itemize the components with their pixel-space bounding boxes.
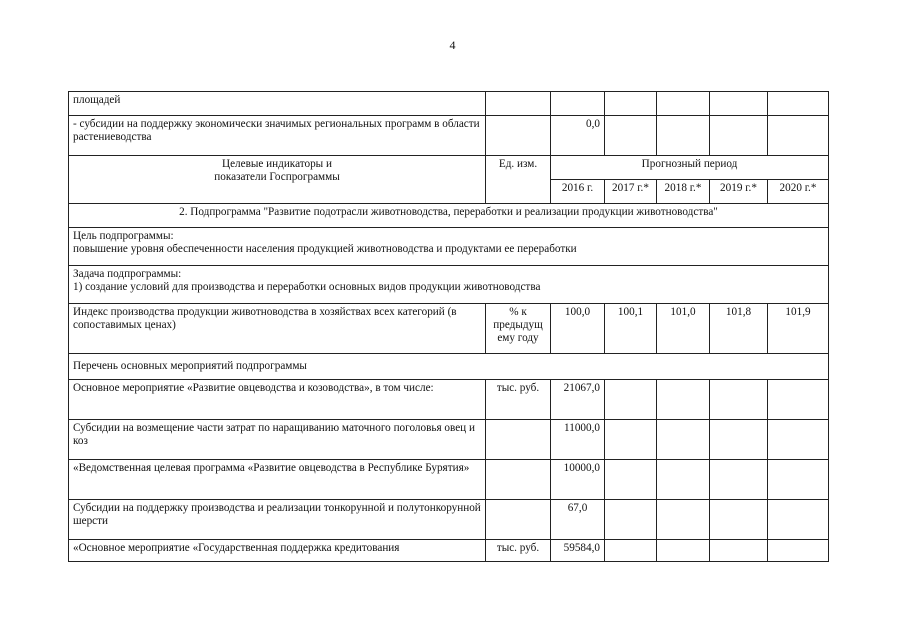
table-row bbox=[69, 380, 829, 420]
index-value-2017: 100,1 bbox=[605, 304, 657, 354]
measure-unit: тыс. руб. bbox=[486, 540, 551, 562]
table-row bbox=[69, 204, 829, 228]
index-label: Индекс производства продукции животноводства в хозяйствах всех категорий (в сопоставимых ценах) bbox=[69, 304, 486, 354]
row-label: - субсидии на поддержку экономически значимых региональных программ в области растениеводства bbox=[69, 116, 486, 156]
measure-label: «Основное мероприятие «Государственная поддержка кредитования bbox=[69, 540, 486, 562]
table-row bbox=[69, 540, 829, 562]
table-row bbox=[69, 304, 829, 354]
subprogram-title: 2. Подпрограмма "Развитие подотрасли животноводства, переработки и реализации продукции животноводства" bbox=[69, 204, 829, 228]
table-row bbox=[69, 460, 829, 500]
header-forecast: Прогнозный период bbox=[551, 156, 829, 180]
task-cell bbox=[69, 266, 829, 304]
index-value-2018: 101,0 bbox=[657, 304, 710, 354]
table-row bbox=[69, 228, 829, 266]
header-year: 2017 г.* bbox=[605, 180, 657, 204]
table-row bbox=[69, 354, 829, 380]
measure-unit: тыс. руб. bbox=[486, 380, 551, 420]
header-year: 2020 г.* bbox=[768, 180, 829, 204]
table-row bbox=[69, 92, 829, 116]
task-text: 1) создание условий для производства и переработки основных видов продукции животноводства bbox=[73, 281, 541, 293]
measure-unit bbox=[486, 500, 551, 540]
header-year: 2018 г.* bbox=[657, 180, 710, 204]
goal-text: повышение уровня обеспеченности населения продукцией животноводства и продуктами ее переработки bbox=[73, 243, 577, 255]
measures-list-title: Перечень основных мероприятий подпрограммы bbox=[69, 354, 829, 380]
table-row bbox=[69, 266, 829, 304]
goal-cell bbox=[69, 228, 829, 266]
table-row bbox=[69, 116, 829, 156]
table-header-row bbox=[69, 156, 829, 180]
measure-label: Субсидии на поддержку производства и реализации тонкорунной и полутонкорунной шерсти bbox=[69, 500, 486, 540]
table-row bbox=[69, 500, 829, 540]
goal-title: Цель подпрограммы: bbox=[73, 230, 174, 242]
measure-label: Субсидии на возмещение части затрат по наращиванию маточного поголовья овец и коз bbox=[69, 420, 486, 460]
measure-value-2016: 10000,0 bbox=[551, 460, 605, 500]
measure-label: Основное мероприятие «Развитие овцеводства и козоводства», в том числе: bbox=[69, 380, 486, 420]
measure-unit bbox=[486, 420, 551, 460]
header-indicators: Целевые индикаторы и показатели Госпрограммы bbox=[69, 156, 486, 204]
measure-label: «Ведомственная целевая программа «Развитие овцеводства в Республике Бурятия» bbox=[69, 460, 486, 500]
index-value-2016: 100,0 bbox=[551, 304, 605, 354]
header-unit: Ед. изм. bbox=[486, 156, 551, 204]
index-unit: % к предыдущ ему году bbox=[486, 304, 551, 354]
measure-value-2016: 21067,0 bbox=[551, 380, 605, 420]
table-row bbox=[69, 420, 829, 460]
index-value-2019: 101,8 bbox=[710, 304, 768, 354]
index-value-2020: 101,9 bbox=[768, 304, 829, 354]
measure-value-2016: 59584,0 bbox=[551, 540, 605, 562]
indicators-table bbox=[68, 91, 829, 562]
task-title: Задача подпрограммы: bbox=[73, 268, 182, 280]
page-number: 4 bbox=[449, 38, 456, 52]
value-2016: 0,0 bbox=[551, 116, 605, 156]
header-year: 2016 г. bbox=[551, 180, 605, 204]
row-label: площадей bbox=[69, 92, 486, 116]
header-year: 2019 г.* bbox=[710, 180, 768, 204]
measure-unit bbox=[486, 460, 551, 500]
measure-value-2016: 67,0 bbox=[551, 500, 605, 540]
measure-value-2016: 11000,0 bbox=[551, 420, 605, 460]
